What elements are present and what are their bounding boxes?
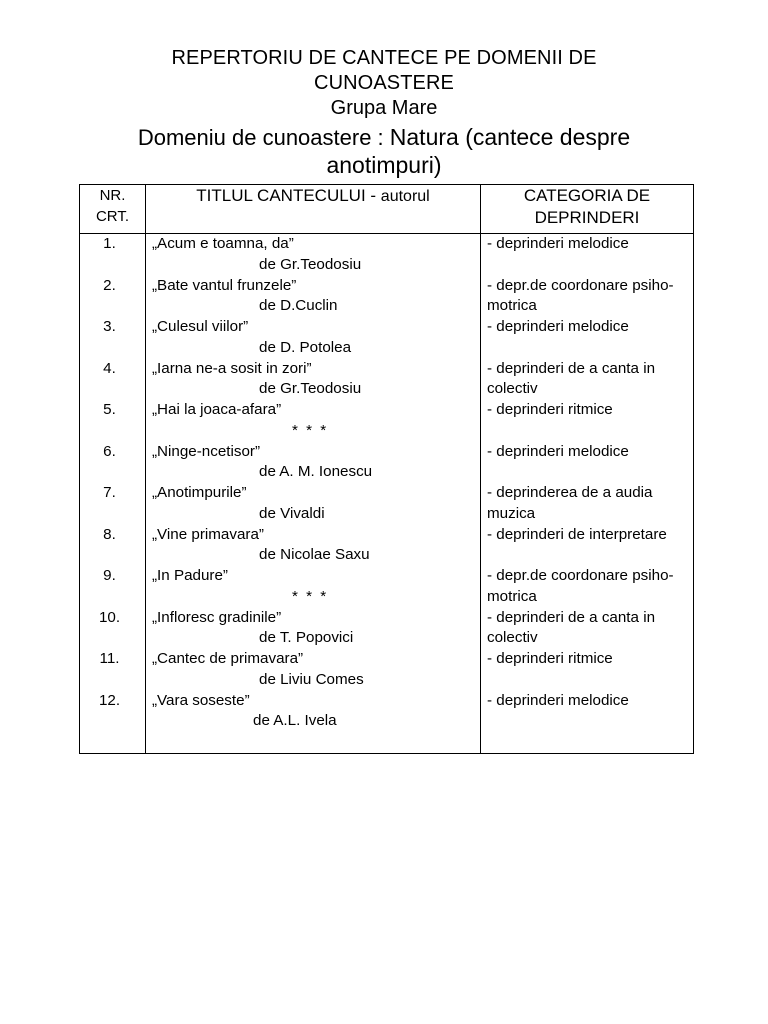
song-author: de Nicolae Saxu — [259, 546, 370, 564]
song-author: de A. M. Ionescu — [259, 463, 373, 481]
document-header — [0, 46, 768, 179]
title-header-text: TITLUL CANTECULUI - — [196, 186, 381, 205]
song-entry — [146, 359, 480, 401]
song-title: „Vine primavara” — [152, 525, 264, 543]
song-author: de T. Popovici — [259, 629, 354, 647]
song-entry — [146, 276, 480, 318]
row-number: 12. — [98, 691, 121, 709]
song-entry — [146, 234, 480, 276]
title-line-2: CUNOASTERE — [314, 72, 454, 94]
skill-category: - deprinderi de interpretare — [487, 525, 667, 543]
row-number: 5. — [103, 401, 116, 418]
column-header-category — [481, 185, 694, 234]
songs-table — [79, 184, 694, 754]
song-author: de Gr.Teodosiu — [259, 380, 362, 398]
song-author: de Liviu Comes — [259, 670, 364, 688]
skill-category: - deprinderea de a audia muzica — [487, 484, 653, 522]
song-title: „Anotimpurile” — [152, 484, 247, 501]
song-entry — [146, 525, 480, 567]
skill-category: - deprinderi melodice — [487, 442, 629, 460]
song-author: de Gr.Teodosiu — [259, 255, 362, 273]
skill-category: - depr.de coordonare psiho-motrica — [487, 276, 674, 315]
row-number: 8. — [103, 525, 116, 543]
domain-value-continued: anotimpuri) — [326, 152, 442, 178]
row-number: 2. — [103, 276, 116, 294]
song-entry — [146, 649, 480, 691]
row-number: 10. — [98, 608, 121, 626]
song-title: „Iarna ne-a sosit in zori” — [152, 359, 312, 377]
row-number: 11. — [99, 650, 120, 667]
song-column — [146, 234, 481, 754]
song-entry — [146, 400, 480, 442]
song-entry — [146, 608, 480, 650]
song-title: „Culesul viilor” — [152, 318, 249, 335]
song-author: de D.Cuclin — [259, 297, 338, 315]
song-title: „Cantec de primavara” — [152, 650, 304, 667]
song-author: * * * — [292, 421, 329, 439]
skill-category: - deprinderi de a canta in colectiv — [487, 359, 656, 398]
song-title: „Ninge-ncetisor” — [152, 442, 261, 460]
row-number: 7. — [103, 484, 116, 501]
song-author: * * * — [292, 587, 329, 605]
category-header-line1: CATEGORIA DE — [523, 186, 651, 205]
title-line-1: REPERTORIU DE CANTECE PE DOMENII DE — [171, 47, 597, 69]
song-entry — [146, 317, 480, 359]
song-entry — [146, 566, 480, 608]
song-title: „Vara soseste” — [152, 691, 250, 709]
row-number: 3. — [103, 318, 116, 335]
domain-line — [0, 123, 768, 152]
song-title: „In Padure” — [152, 567, 228, 584]
domain-value: Natura (cantece despre — [389, 124, 631, 150]
song-entry — [146, 442, 480, 484]
row-number: 9. — [103, 567, 116, 584]
song-entry — [146, 691, 480, 733]
column-header-title — [146, 185, 481, 234]
skill-category: - deprinderi ritmice — [487, 650, 613, 667]
nr-header-line2: CRT. — [95, 208, 130, 225]
skill-category: - deprinderi ritmice — [487, 401, 613, 418]
skill-category: - depr.de coordonare psiho-motrica — [487, 567, 674, 605]
song-author: de A.L. Ivela — [253, 712, 337, 730]
table-body-row — [80, 234, 694, 754]
skill-category: - deprinderi melodice — [487, 235, 629, 252]
row-number: 1. — [103, 235, 116, 252]
nr-header-line1: NR. — [99, 187, 126, 204]
domain-label: Domeniu de cunoastere : — [137, 125, 390, 150]
title-header-author: autorul — [380, 188, 430, 205]
song-author: de D. Potolea — [259, 338, 352, 356]
row-number: 4. — [103, 359, 116, 377]
column-header-nr — [80, 185, 146, 234]
group-subtitle: Grupa Mare — [330, 97, 438, 119]
song-title: „Hai la joaca-afara” — [152, 401, 282, 418]
category-header-line2: DEPRINDERI — [534, 208, 640, 227]
song-title: „Infloresc gradinile” — [152, 608, 282, 626]
skill-category: - deprinderi de a canta in colectiv — [487, 608, 656, 647]
table-header-row — [80, 185, 694, 234]
skill-category: - deprinderi melodice — [487, 691, 629, 709]
category-column — [481, 234, 694, 754]
skill-category: - deprinderi melodice — [487, 318, 629, 335]
song-entry — [146, 483, 480, 525]
row-number: 6. — [103, 442, 116, 460]
song-title: „Bate vantul frunzele” — [152, 276, 297, 294]
song-author: de Vivaldi — [259, 504, 325, 522]
song-title: „Acum e toamna, da” — [152, 235, 294, 252]
nr-column — [80, 234, 146, 754]
